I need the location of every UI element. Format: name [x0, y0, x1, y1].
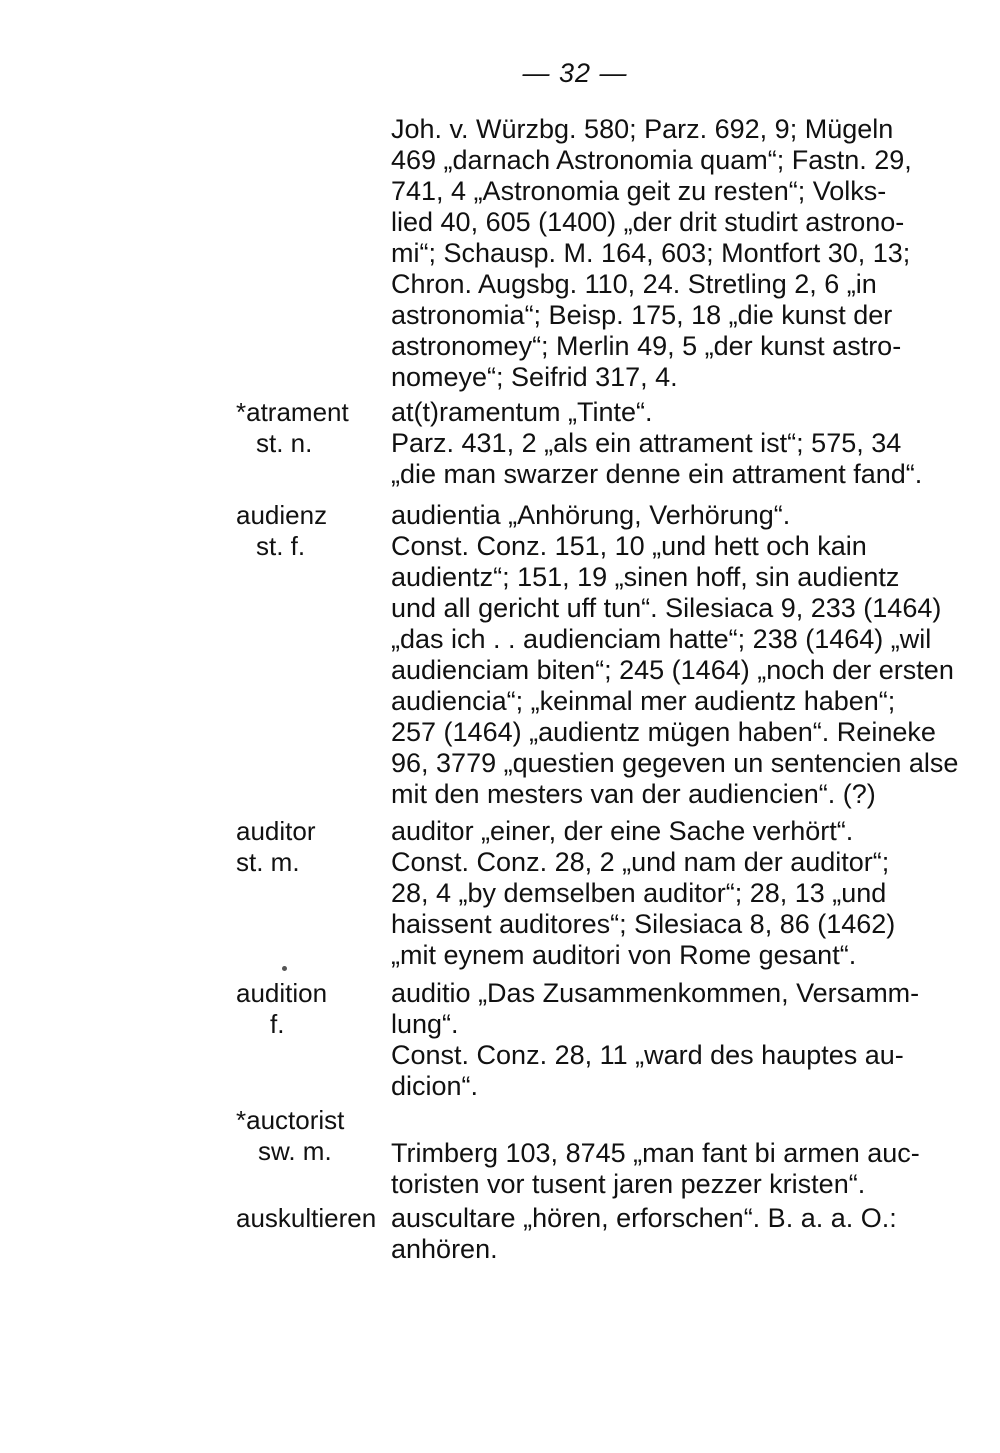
lemma-headword: *atrament [236, 397, 349, 427]
text-line: Const. Conz. 28, 2 „und nam der auditor“; [391, 847, 890, 877]
text-line: Joh. v. Würzbg. 580; Parz. 692, 9; Mügeln [391, 114, 894, 144]
entry-auctorist [391, 1138, 929, 1200]
entry-audition [391, 978, 929, 1102]
text-line: audientia „Anhörung, Verhörung“. [391, 500, 791, 530]
text-line: „das ich . . audienciam hatte“; 238 (1464) „wil [391, 624, 932, 654]
text-line: Const. Conz. 151, 10 „und hett och kain [391, 531, 867, 561]
text-line: 469 „darnach Astronomia quam“; Fastn. 29, [391, 145, 912, 175]
text-line: toristen vor tusent jaren pezzer kristen“. [391, 1169, 866, 1199]
text-line: mi“; Schausp. M. 164, 603; Montfort 30, 13; [391, 238, 911, 268]
text-line: auditio „Das Zusammenkommen, Versamm- [391, 978, 920, 1008]
lemma-headword: audition [236, 978, 328, 1008]
text-line: nomeye“; Seifrid 317, 4. [391, 362, 678, 392]
lemma-headword: auditor [236, 816, 316, 846]
text-line: at(t)ramentum „Tinte“. [391, 397, 653, 427]
text-line: astronomey“; Merlin 49, 5 „der kunst astro- [391, 331, 902, 361]
ink-speck [282, 966, 287, 971]
lemma-headword: *auctorist [236, 1105, 345, 1135]
lemma-headword: auskultieren [236, 1203, 377, 1233]
lemma-audienz [236, 500, 376, 562]
text-line: audientz“; 151, 19 „sinen hoff, sin audientz [391, 562, 900, 592]
text-line: auscultare „hören, erforschen“. B. a. a. O.: [391, 1203, 897, 1233]
entry-atrament [391, 397, 929, 490]
text-line: Const. Conz. 28, 11 „ward des hauptes au- [391, 1040, 904, 1070]
text-line: audiencia“; „keinmal mer audientz haben“; [391, 686, 896, 716]
lemma-grammar: st. n. [256, 428, 313, 458]
lemma-auctorist [236, 1105, 376, 1167]
lemma-grammar: f. [270, 1009, 285, 1039]
text-line: astronomia“; Beisp. 175, 18 „die kunst der [391, 300, 893, 330]
text-line: lied 40, 605 (1400) „der drit studirt astrono- [391, 207, 905, 237]
text-line: 257 (1464) „audientz mügen haben“. Reineke [391, 717, 936, 747]
text-line: haissent auditores“; Silesiaca 8, 86 (1462) [391, 909, 896, 939]
text-line: Chron. Augsbg. 110, 24. Stretling 2, 6 „in [391, 269, 877, 299]
text-line: lung“. [391, 1009, 459, 1039]
text-line: 96, 3779 „questien gegeven un sentencien alse [391, 748, 959, 778]
text-line: Parz. 431, 2 „als ein attrament ist“; 575, 34 [391, 428, 902, 458]
entry-auditor [391, 816, 929, 971]
text-line: Trimberg 103, 8745 „man fant bi armen auc- [391, 1138, 920, 1168]
intro-text [391, 114, 929, 393]
text-line: anhören. [391, 1234, 498, 1264]
lemma-audition [236, 978, 376, 1040]
lemma-atrament [236, 397, 376, 459]
lemma-grammar: st. m. [236, 847, 300, 877]
text-line: 741, 4 „Astronomia geit zu resten“; Volks- [391, 176, 887, 206]
text-line: „mit eynem auditori von Rome gesant“. [391, 940, 857, 970]
entry-audienz [391, 500, 959, 810]
text-line: „die man swarzer denne ein attrament fand“. [391, 459, 923, 489]
lemma-grammar: sw. m. [258, 1136, 332, 1166]
text-line: audienciam biten“; 245 (1464) „noch der ersten [391, 655, 954, 685]
lemma-headword: audienz [236, 500, 328, 530]
lemma-auskultieren [236, 1203, 376, 1234]
page-number: — 32 — [522, 58, 628, 88]
lemma-auditor [236, 816, 376, 878]
text-line: 28, 4 „by demselben auditor“; 28, 13 „und [391, 878, 887, 908]
text-line: dicion“. [391, 1071, 479, 1101]
text-line: mit den mesters van der audiencien“. (?) [391, 779, 876, 809]
text-line: und all gericht uff tun“. Silesiaca 9, 233 (1464) [391, 593, 942, 623]
text-line: auditor „einer, der eine Sache verhört“. [391, 816, 854, 846]
lemma-grammar: st. f. [256, 531, 306, 561]
entry-auskultieren [391, 1203, 929, 1265]
